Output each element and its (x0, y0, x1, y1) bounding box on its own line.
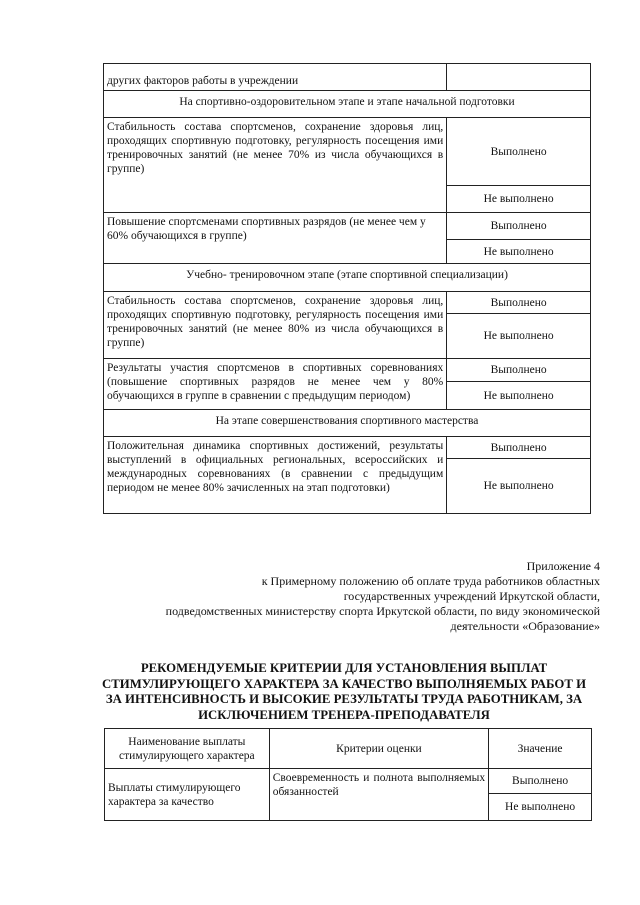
appendix-note (130, 559, 600, 634)
criterion-timeliness: Своевременность и полнота выполняемых обязанностей (269, 769, 488, 821)
fragment-value-cell (447, 64, 591, 91)
value-not-done: Не выполнено (447, 382, 591, 410)
value-not-done: Не выполнено (447, 186, 591, 213)
payment-name-cell: Выплаты стимулирующего характера за качество (105, 769, 270, 821)
value-done: Выполнено (447, 118, 591, 186)
appendix-line: государственных учреждений Иркутской области, (343, 589, 600, 603)
value-not-done: Не выполнено (489, 794, 592, 821)
value-done: Выполнено (447, 292, 591, 314)
document-heading (94, 661, 594, 723)
criterion-positive-dynamics: Положительная динамика спортивных достижений, результаты выступлений в официальных региональных, всероссийских и международных соревнованиях (в сравнении с предыдущим периодом не менее 80% зачисленных на этап подготовки) (104, 437, 447, 514)
header-value: Значение (489, 729, 592, 769)
criterion-competition-results: Результаты участия спортсменов в спортивных соревнованиях (повышение спортивных разрядов не менее чем у 80% обучающихся в группе в сравнении с предыдущим периодом) (104, 359, 447, 410)
heading-line: СТИМУЛИРУЮЩЕГО ХАРАКТЕРА ЗА КАЧЕСТВО ВЫПОЛНЯЕМЫХ РАБОТ И (101, 676, 587, 691)
fragment-cell: других факторов работы в учреждении (104, 64, 447, 91)
section-heading-training: Учебно- тренировочном этапе (этапе спортивной специализации) (104, 264, 591, 292)
header-criteria: Критерии оценки (269, 729, 488, 769)
appendix-line: подведомственных министерству спорта Иркутской области, по виду экономической (165, 604, 600, 618)
appendix-line: деятельности «Образование» (450, 619, 600, 633)
criterion-stability-70: Стабильность состава спортсменов, сохранение здоровья лиц, проходящих спортивную подготовку, регулярность посещения ими тренировочных занятий (не менее 70% из числа обучающихся в группе) (104, 118, 447, 213)
value-not-done: Не выполнено (447, 240, 591, 264)
criteria-table-new (104, 728, 592, 821)
section-heading-initial: На спортивно-оздоровительном этапе и этапе начальной подготовки (104, 91, 591, 118)
heading-line: ЗА ИНТЕНСИВНОСТЬ И ВЫСОКИЕ РЕЗУЛЬТАТЫ ТРУДА РАБОТНИКАМ, ЗА (105, 692, 583, 706)
value-not-done: Не выполнено (447, 314, 591, 359)
heading-line: РЕКОМЕНДУЕМЫЕ КРИТЕРИИ ДЛЯ УСТАНОВЛЕНИЯ ВЫПЛАТ (140, 661, 548, 675)
criterion-ranks-60: Повышение спортсменами спортивных разрядов (не менее чем у 60% обучающихся в группе) (104, 213, 447, 264)
heading-line: ИСКЛЮЧЕНИЕМ ТРЕНЕРА-ПРЕПОДАВАТЕЛЯ (198, 707, 490, 722)
appendix-line: к Примерному положению об оплате труда работников областных (261, 574, 600, 588)
criteria-table-continued (103, 63, 591, 514)
value-done: Выполнено (447, 437, 591, 459)
criterion-stability-80: Стабильность состава спортсменов, сохранение здоровья лиц, проходящих спортивную подготовку, регулярность посещения ими тренировочных занятий (не менее 80% из числа обучающихся в группе) (104, 292, 447, 359)
value-done: Выполнено (447, 213, 591, 240)
value-done: Выполнено (447, 359, 591, 382)
header-payment-name: Наименование выплаты стимулирующего характера (105, 729, 270, 769)
value-not-done: Не выполнено (447, 459, 591, 514)
section-heading-mastery: На этапе совершенствования спортивного мастерства (104, 410, 591, 437)
appendix-number: Приложение 4 (526, 559, 600, 573)
value-done: Выполнено (489, 769, 592, 794)
